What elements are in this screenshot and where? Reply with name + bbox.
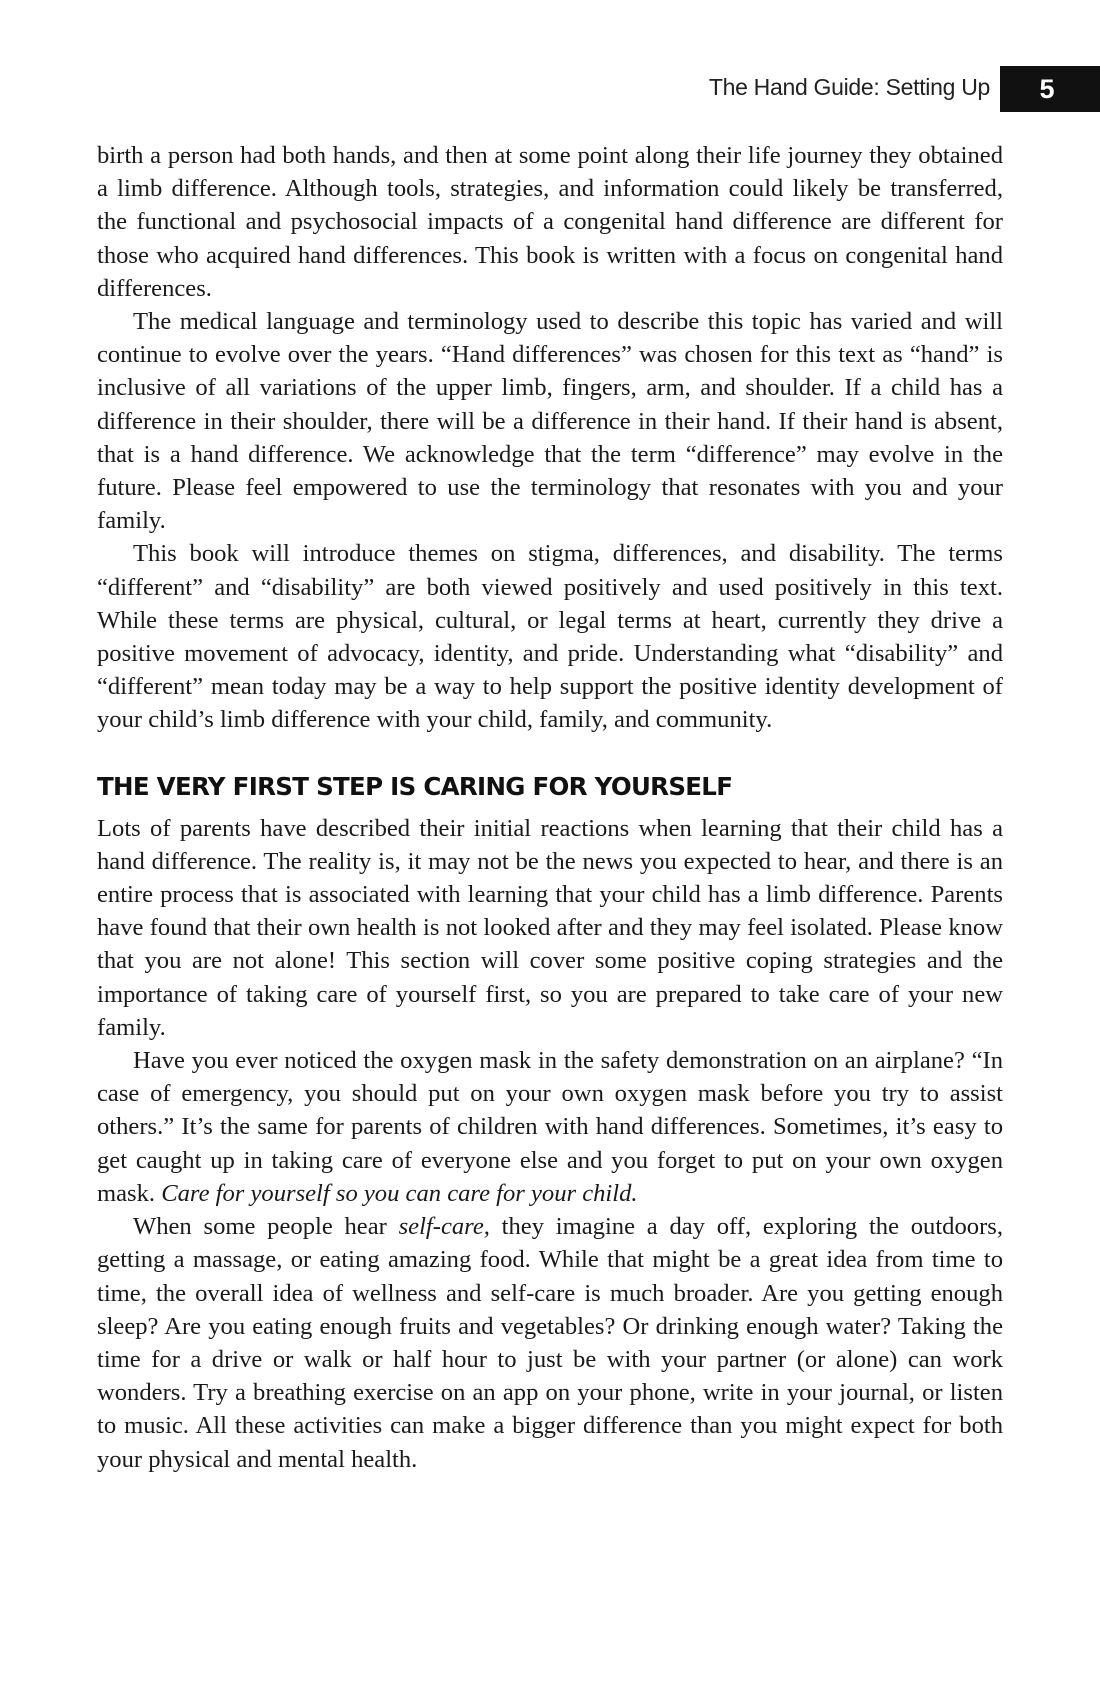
body-text bbox=[97, 139, 1003, 1476]
oxygen-mask-text: Have you ever noticed the oxygen mask in the safety demonstration on an airplane? “In case of emergency, you should put on your own oxygen mask before you try to assist others.” It’s the same for parents of children with hand differences. Sometimes, it’s easy to get caught up in taking care of everyone else and you forget to put on your own oxygen mask. bbox=[97, 1047, 1003, 1207]
paragraph-oxygen-mask bbox=[97, 1044, 1003, 1210]
self-care-lead: When some people hear bbox=[133, 1213, 399, 1241]
section-heading: THE VERY FIRST STEP IS CARING FOR YOURSELF bbox=[97, 771, 733, 801]
paragraph-self-care bbox=[97, 1210, 1003, 1476]
running-title: The Hand Guide: Setting Up bbox=[708, 74, 990, 100]
oxygen-mask-italic: Care for yourself so you can care for your child. bbox=[161, 1179, 638, 1207]
paragraph-themes: This book will introduce themes on stigma, differences, and disability. The terms “different” and “disability” are both viewed positively and used positively in this text. While these terms are physical, cultural, or legal terms at heart, currently they drive a positive movement of advocacy, identity, and pride. Understanding what “disability” and “different” mean today may be a way to help support the positive identity development of your child’s limb difference with your child, family, and community. bbox=[97, 540, 1003, 734]
running-header bbox=[0, 66, 1100, 112]
paragraph-terminology: The medical language and terminology used to describe this topic has varied and will continue to evolve over the years. “Hand differences” was chosen for this text as “hand” is inclusive of all variations of the upper limb, fingers, arm, and shoulder. If a child has a difference in their shoulder, there will be a difference in their hand. If their hand is absent, that is a hand difference. We acknowledge that the term “difference” may evolve in the future. Please feel empowered to use the terminology that resonates with you and your family. bbox=[97, 308, 1003, 535]
self-care-text: they imagine a day off, exploring the outdoors, getting a massage, or eating amazing food. While that might be a great idea from time to time, the overall idea of wellness and self-care is much broader. Are you getting enough sleep? Are you eating enough fruits and vegetables? Or drinking enough water? Taking the time for a drive or walk or half hour to just be with your partner (or alone) can work wonders. Try a breathing exercise on an app on your phone, write in your journal, or listen to music. All these activities can make a bigger difference than you might expect for both your physical and mental health. bbox=[97, 1213, 1003, 1473]
page-number-tab bbox=[1000, 66, 1100, 112]
paragraph-continued: birth a person had both hands, and then at some point along their life journey they obtained a limb difference. Although tools, strategies, and information could likely be transferred, the functional and psychosocial impacts of a congenital hand difference are different for those who acquired hand differences. This book is written with a focus on congenital hand differences. bbox=[97, 142, 1003, 302]
page-number: 5 bbox=[1039, 74, 1055, 104]
self-care-term: self-care, bbox=[398, 1213, 490, 1241]
paragraph-parents-reactions: Lots of parents have described their initial reactions when learning that their child has a hand difference. The reality is, it may not be the news you expected to hear, and there is an entire process that is associated with learning that your child has a limb difference. Parents have found that their own health is not looked after and they may feel isolated. Please know that you are not alone! This section will cover some positive coping strategies and the importance of taking care of yourself first, so you are prepared to take care of your new family. bbox=[97, 814, 1003, 1041]
